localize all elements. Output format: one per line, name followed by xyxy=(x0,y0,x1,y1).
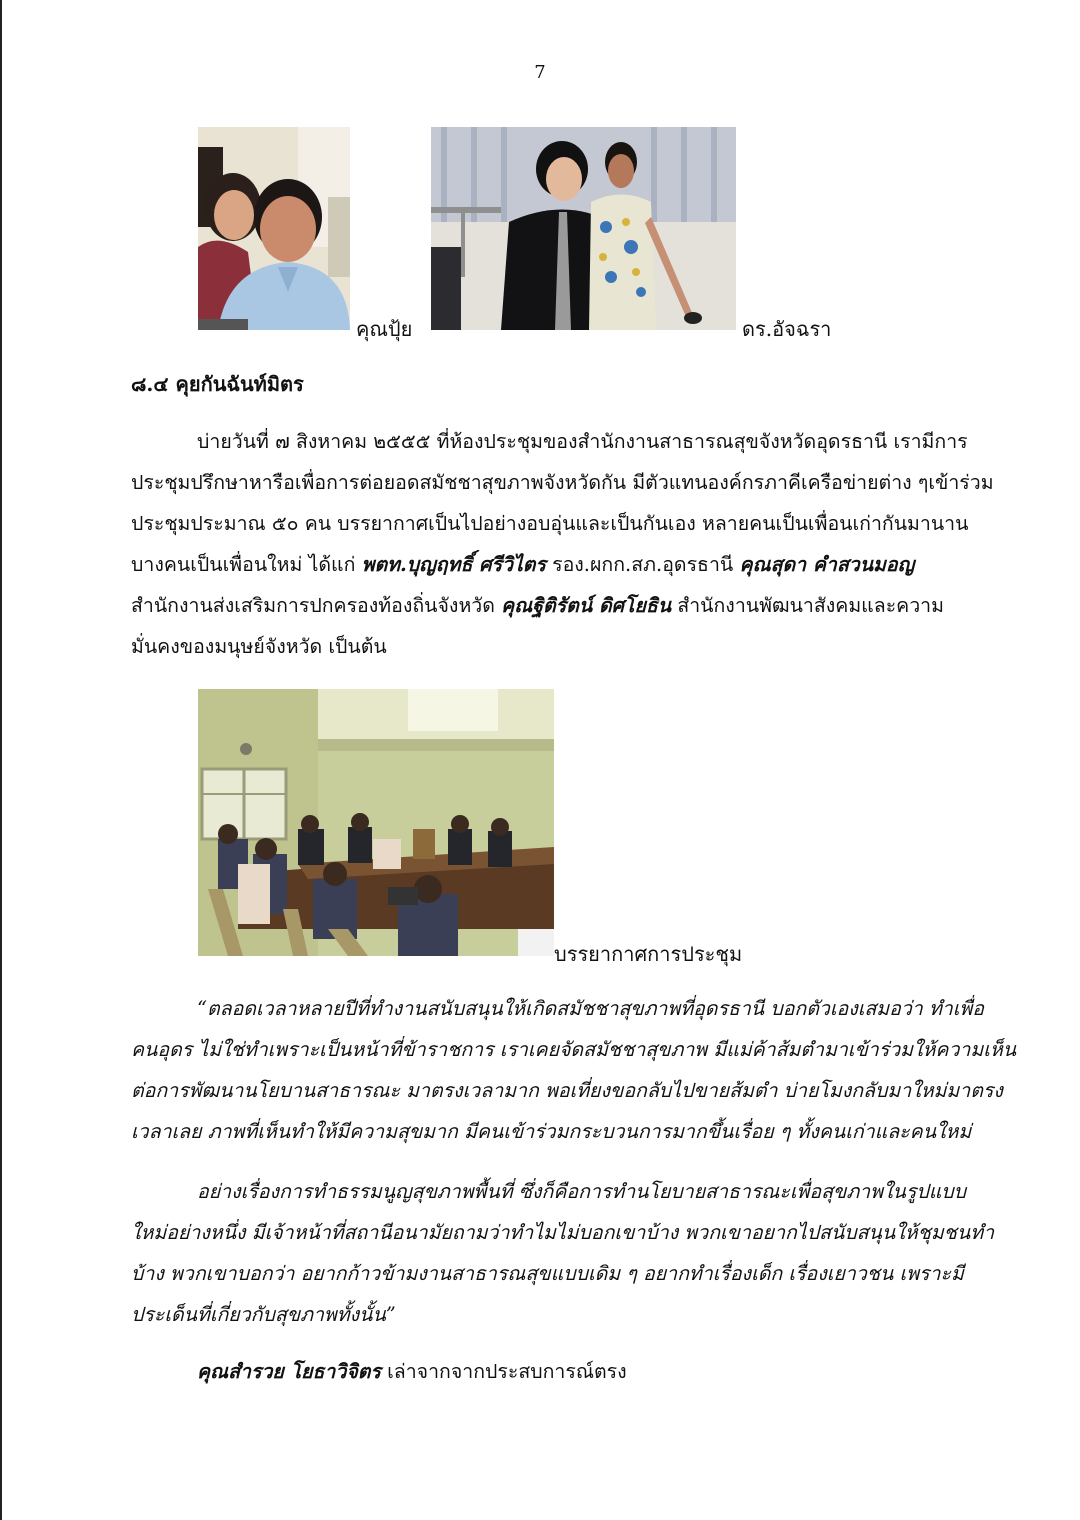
quote-attribution xyxy=(197,1356,627,1387)
paragraph-line: ประชุมประมาณ ๕๐ คน บรรยากาศเป็นไปอย่างอบอุ่นและเป็นกันเอง หลายคนเป็นเพื่อนเก่ากันมานาน xyxy=(131,512,969,535)
line-text: สำนักงานพัฒนาสังคมและความ xyxy=(671,594,944,617)
quote-line: เวลาเลย ภาพที่เห็นทำให้มีความสุขมาก มีคนเข้าร่วมกระบวนการมากขึ้นเรื่อย ๆ ทั้งคนเก่าและคนใหม่ xyxy=(131,1120,972,1143)
photo-woman-blue-shirt xyxy=(198,127,350,330)
paragraph-line: ประชุมปรึกษาหารือเพื่อการต่อยอดสมัชชาสุขภาพจังหวัดกัน มีตัวแทนองค์กรภาคีเครือข่ายต่าง ๆเข้าร่วม xyxy=(131,471,994,494)
quote-line: อย่างเรื่องการทำธรรมนูญสุขภาพพื้นที่ ซึ่งก็คือการทำนโยบายสาธารณะเพื่อสุขภาพในรูปแบบ xyxy=(197,1180,967,1203)
photo-two-women-standing xyxy=(431,127,736,330)
attribution-name: คุณสำรวย โยธาวิจิตร xyxy=(197,1360,381,1383)
paragraph-line: มั่นคงของมนุษย์จังหวัด เป็นต้น xyxy=(131,635,387,658)
quote-line: บ้าง พวกเขาบอกว่า อยากก้าวข้ามงานสาธารณสุขแบบเดิม ๆ อยากทำเรื่องเด็ก เรื่องเยาวชน เพราะมี xyxy=(131,1262,964,1285)
paragraph-line xyxy=(131,585,951,626)
quote-paragraph-1 xyxy=(131,988,1017,1152)
photo-meeting-room xyxy=(198,689,554,956)
line-text: สำนักงานส่งเสริมการปกครองท้องถิ่นจังหวัด xyxy=(131,594,502,617)
photo1-caption: คุณปุ้ย xyxy=(356,317,413,341)
paragraph-line: บ่ายวันที่ ๗ สิงหาคม ๒๕๕๕ ที่ห้องประชุมของสำนักงานสาธารณสุขจังหวัดอุดรธานี เรามีการ xyxy=(197,430,968,453)
photo3-caption: บรรยากาศการประชุม xyxy=(554,942,743,966)
page-left-border xyxy=(0,0,2,1520)
quote-line: ต่อการพัฒนานโยบานสาธารณะ มาตรงเวลามาก พอเที่ยงขอกลับไปขายส้มตำ บ่ายโมงกลับมาใหม่มาตรง xyxy=(131,1079,1003,1102)
quote-line: ประเด็นที่เกี่ยวกับสุขภาพทั้งนั้น” xyxy=(131,1303,396,1326)
line-text: บางคนเป็นเพื่อนใหม่ ได้แก่ xyxy=(131,553,362,576)
photo2-caption: ดร.อัจฉรา xyxy=(742,317,832,341)
quote-line: ใหม่อย่างหนึ่ง มีเจ้าหน้าที่สถานีอนามัยถามว่าทำไมไม่บอกเขาบ้าง พวกเขาอยากไปสนับสนุนให้ชุมชนทำ xyxy=(131,1221,995,1244)
quote-paragraph-2 xyxy=(131,1171,995,1335)
line-text: รอง.ผกก.สภ.อุดรธานี xyxy=(545,553,740,576)
person-name: คุณสุดา คำสวนมอญ xyxy=(739,553,915,576)
quote-line: คนอุดร ไม่ใช่ทำเพราะเป็นหน้าที่ข้าราชการ เราเคยจัดสมัชชาสุขภาพ มีแม่ค้าส้มตำมาเข้าร่วมให้ความเห็น xyxy=(131,1038,1017,1061)
attribution-text: เล่าจากจากประสบการณ์ตรง xyxy=(380,1360,627,1383)
section-heading: ๘.๔ คุยกันฉันท์มิตร xyxy=(131,372,304,396)
quote-line: “ตลอดเวลาหลายปีที่ทำงานสนับสนุนให้เกิดสมัชชาสุขภาพที่อุดรธานี บอกตัวเองเสมอว่า ทำเพื่อ xyxy=(197,997,984,1020)
paragraph-line xyxy=(131,544,951,585)
page-number: 7 xyxy=(534,62,546,83)
paragraph-1 xyxy=(131,421,994,667)
person-name: คุณฐิติรัตน์ ดิศโยธิน xyxy=(501,594,672,617)
person-name: พตท.บุญฤทธิ์ ศรีวิไตร xyxy=(361,553,546,576)
